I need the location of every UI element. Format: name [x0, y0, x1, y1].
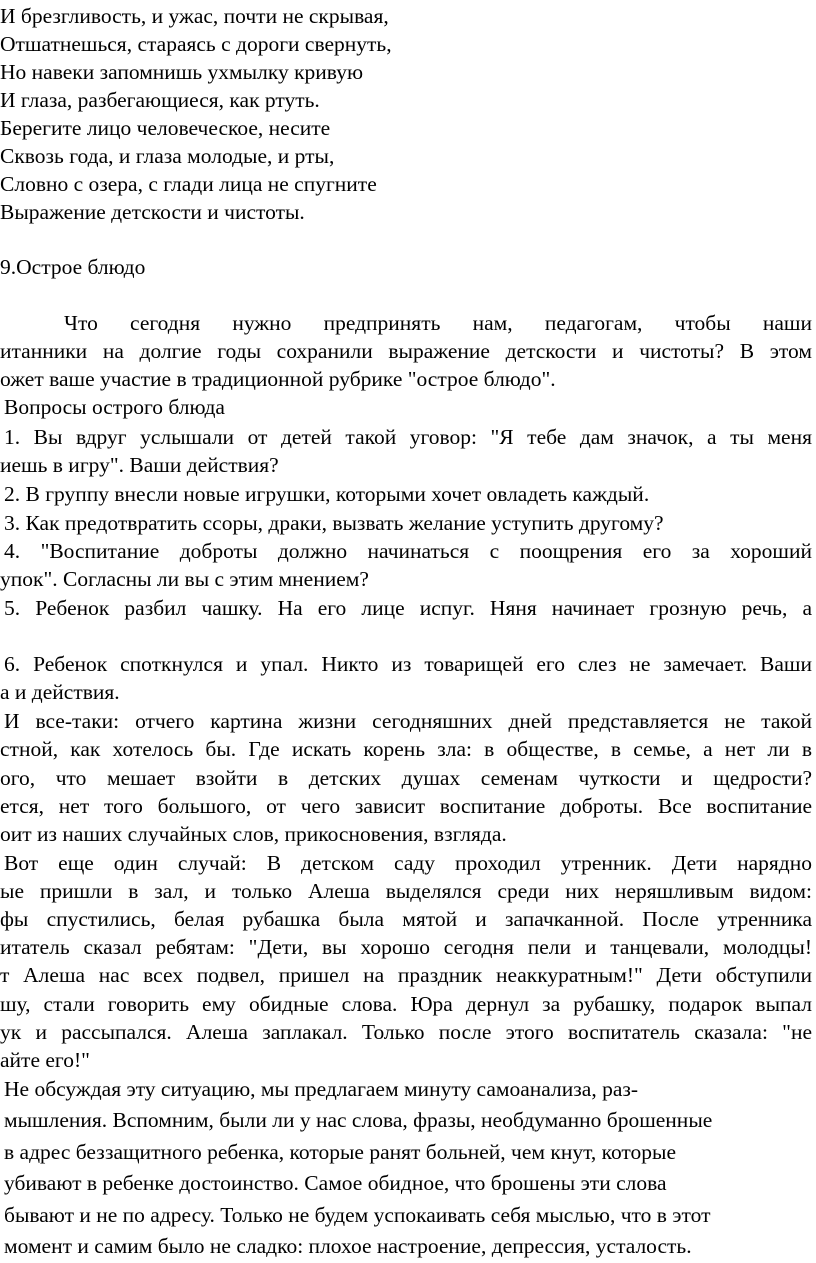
question-line: 2. В группу внесли новые игрушки, которыми хочет овладеть каждый.	[4, 482, 650, 506]
poem-line: И глаза, разбегающиеся, как ртуть.	[0, 88, 320, 112]
question-line: а и действия.	[0, 680, 120, 704]
paragraph-line: т Алеша нас всех подвел, пришел на праздник неаккуратным!" Дети обступили	[0, 963, 812, 987]
paragraph-line: Вот еще один случай: В детском саду проходил утренник. Дети нарядно	[4, 851, 812, 875]
question-line: упок". Согласны ли вы с этим мнением?	[0, 567, 369, 591]
poem-line: Отшатнешься, стараясь с дороги свернуть,	[0, 32, 392, 56]
paragraph-line: фы спустились, белая рубашка была мятой и запачканной. После утренника	[0, 907, 812, 931]
paragraph-line: итатель сказал ребятам: "Дети, вы хорошо сегодня пели и танцевали, молодцы!	[0, 935, 812, 959]
paragraph-line: оит из наших случайных слов, прикосновения, взгляда.	[0, 822, 507, 846]
poem-line: Но навеки запомнишь ухмылку кривую	[0, 60, 364, 84]
poem-line: Берегите лицо человеческое, несите	[0, 116, 331, 140]
poem-line: Словно с озера, с глади лица не спугните	[0, 172, 377, 196]
paragraph-line: мышления. Вспомним, были ли у нас слова, фразы, необдуманно брошенные	[4, 1108, 713, 1132]
paragraph-line: ук и рассыпался. Алеша заплакал. Только после этого воспитатель сказала: "не	[0, 1020, 812, 1044]
paragraph-line: итанники на долгие годы сохранили выражение детскости и чистоты? В этом	[0, 339, 812, 363]
question-line: 5. Ребенок разбил чашку. На его лице испуг. Няня начинает грозную речь, а	[4, 596, 812, 620]
question-line: 3. Как предотвратить ссоры, драки, вызвать желание уступить другому?	[4, 511, 664, 535]
paragraph-line: стной, как хотелось бы. Где искать корень зла: в обществе, в семье, а нет ли в	[0, 737, 812, 761]
poem-line: И брезгливость, и ужас, почти не скрывая,	[0, 4, 389, 28]
section-heading: 9.Острое блюдо	[0, 255, 146, 279]
paragraph-line: ые пришли в зал, и только Алеша выделялся среди них неряшливым видом:	[0, 879, 812, 903]
paragraph-line: Не обсуждая эту ситуацию, мы предлагаем минуту самоанализа, раз-	[4, 1077, 639, 1101]
paragraph-line: И все-таки: отчего картина жизни сегодняшних дней представляется не такой	[4, 709, 812, 733]
paragraph-line: ется, нет того большого, от чего зависит воспитание доброты. Все воспитание	[0, 794, 812, 818]
paragraph-line: убивают в ребенке достоинство. Самое обидное, что брошены эти слова	[4, 1171, 667, 1195]
question-line: 4. "Воспитание доброты должно начинаться с поощрения его за хороший	[4, 539, 812, 563]
question-line: иешь в игру". Ваши действия?	[0, 453, 279, 477]
paragraph-line: айте его!"	[0, 1048, 90, 1072]
paragraph-line: шу, стали говорить ему обидные слова. Юра дернул за рубашку, подарок выпал	[0, 992, 812, 1016]
paragraph-line: Что сегодня нужно предпринять нам, педагогам, чтобы наши	[64, 311, 812, 335]
question-line: 1. Вы вдруг услышали от детей такой уговор: "Я тебе дам значок, а ты меня	[4, 425, 812, 449]
question-line: 6. Ребенок споткнулся и упал. Никто из товарищей его слез не замечает. Ваши	[4, 652, 812, 676]
paragraph-line: ожет ваше участие в традиционной рубрике "острое блюдо".	[0, 367, 556, 391]
paragraph-line: момент и самим было не сладко: плохое настроение, депрессия, усталость.	[4, 1234, 692, 1258]
paragraph-line: Вопросы острого блюда	[4, 395, 225, 419]
poem-line: Сквозь года, и глаза молодые, и рты,	[0, 144, 335, 168]
poem-line: Выражение детскости и чистоты.	[0, 200, 305, 224]
paragraph-line: бывают и не по адресу. Только не будем успокаивать себя мыслью, что в этот	[4, 1203, 711, 1227]
paragraph-line: в адрес беззащитного ребенка, которые ранят больней, чем кнут, которые	[4, 1140, 677, 1164]
paragraph-line: ого, что мешает взойти в детских душах семенам чуткости и щедрости?	[0, 766, 812, 790]
